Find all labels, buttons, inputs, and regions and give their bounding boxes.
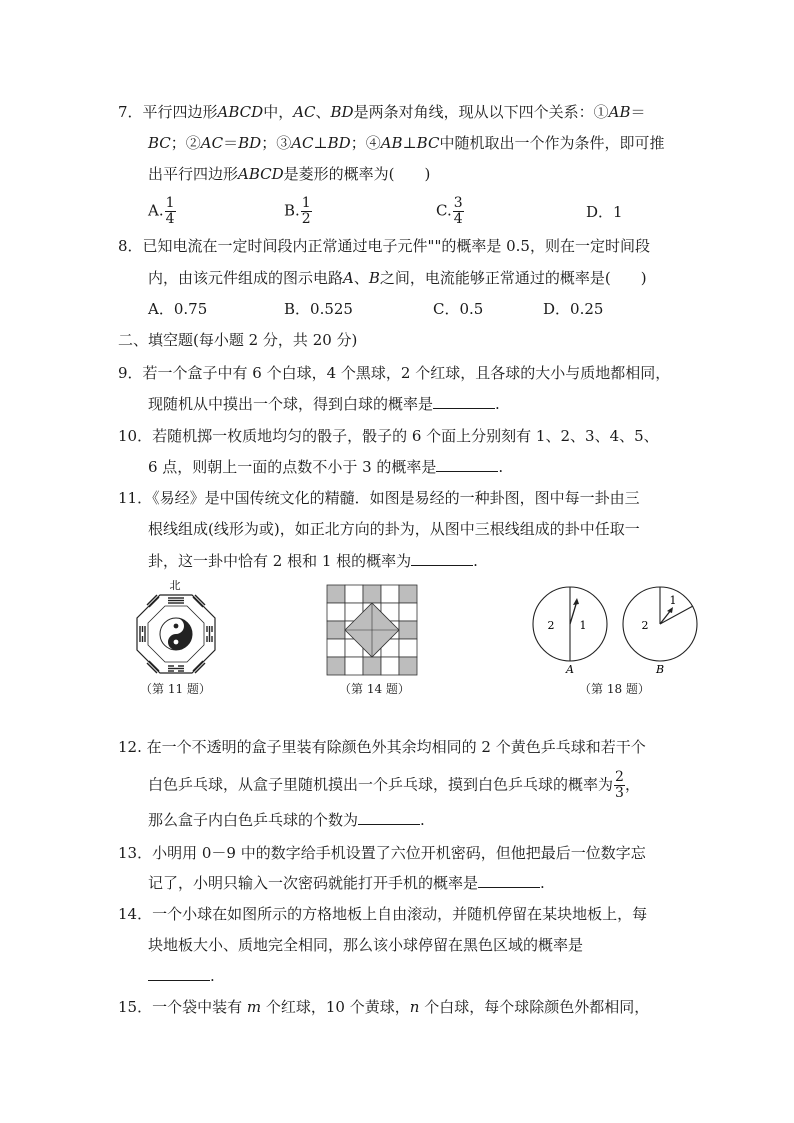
q10-line-2: 6 点，则朝上一面的点数不小于 3 的概率是 . [148,458,504,476]
q12-line-3: 那么盒子内白色乒乓球的个数为 . [148,811,425,829]
q8-option-d: D．0.25 [543,300,604,318]
answer-blank[interactable] [411,551,473,566]
spinner-a-left-label: 2 [547,619,555,632]
fraction: $\frac{2}{3}$ [615,769,624,801]
q7-option-b: B. $\frac{1}{2}$ [284,195,311,227]
answer-blank[interactable] [148,966,210,981]
spinner-b-arrowhead [667,607,673,613]
q8-option-b: B．0.525 [284,300,353,318]
q7-line-1: 7．平行四边形ABCD中，AC、BD是两条对角线，现从以下四个关系：①AB＝ [118,103,646,121]
section-heading-fill-in: 二、填空题(每小题 2 分，共 20 分) [118,331,358,349]
q11-line-3: 卦，这一卦中恰有 2 根和 1 根的概率为 . [148,552,478,570]
q8-option-c: C．0.5 [433,300,484,318]
bagua-figure [126,575,226,685]
q14-line-3: . [148,966,215,986]
caption-fig-11: （第 11 题） [140,682,211,696]
north-label: 北 [169,579,181,592]
q7-option-a: A. $\frac{1}{4}$ [148,195,175,227]
q13-line-1: 13．小明用 0－9 中的数字给手机设置了六位开机密码，但他把最后一位数字忘 [118,844,646,862]
q7-line-3: 出平行四边形ABCD是菱形的概率为( ) [148,165,431,183]
q11-line-2: 根线组成(线形为或)，如正北方向的卦为，从图中三根线组成的卦中任取一 [148,520,640,538]
answer-blank[interactable] [478,873,540,888]
spinners-figure [527,582,707,677]
q9-line-1: 9．若一个盒子中有 6 个白球，4 个黑球，2 个红球，且各球的大小与质地都相同， [118,364,671,382]
q15-line-1: 15．一个袋中装有 m 个红球，10 个黄球，n 个白球，每个球除颜色外都相同， [118,998,650,1016]
answer-blank[interactable] [358,810,420,825]
q14-line-2: 块地板大小、质地完全相同，那么该小球停留在黑色区域的概率是 [148,936,584,954]
q9-line-2: 现随机从中摸出一个球，得到白球的概率是 . [148,395,500,413]
spinner-a-right-label: 1 [579,619,587,632]
caption-fig-18: （第 18 题） [579,682,650,696]
q8-line-1: 8．已知电流在一定时间段内正常通过电子元件""的概率是 0.5，则在一定时间段 [118,237,650,255]
fraction: $\frac{1}{4}$ [165,195,175,227]
fraction: $\frac{3}{4}$ [453,195,463,227]
q8-option-a: A．0.75 [148,300,208,318]
spinner-b-right-label: 1 [669,594,677,607]
caption-fig-14: （第 14 题） [339,682,410,696]
taiji-dot-light [174,640,179,645]
q12-line-1: 12. 在一个不透明的盒子里装有除颜色外其余均相同的 2 个黄色乒乓球和若干个 [118,738,646,756]
spinner-a-arrowhead [573,598,579,605]
q7-line-2: BC；②AC＝BD；③AC⊥BD；④AB⊥BC中随机取出一个作为条件，即可推 [148,134,665,152]
tiled-floor-figure [326,584,418,676]
spinner-b-pointer [660,610,671,624]
q11-line-1: 11．《易经》是中国传统文化的精髓．如图是易经的一种卦图，图中每一卦由三 [118,489,640,507]
spinner-a-name: A [566,663,574,676]
q7-option-d: D．1 [586,203,623,221]
q8-line-2: 内，由该元件组成的图示电路A、B之间，电流能够正常通过的概率是( ) [148,269,647,287]
q10-line-1: 10．若随机掷一枚质地均匀的骰子，骰子的 6 个面上分别刻有 1、2、3、4、5、 [118,427,659,445]
taiji-dot-dark [174,624,179,629]
fraction: $\frac{1}{2}$ [301,195,311,227]
q13-line-2: 记了，小明只输入一次密码就能打开手机的概率是 . [148,874,545,892]
q7-option-c: C. $\frac{3}{4}$ [436,195,463,227]
q12-line-2: 白色乒乓球，从盒子里随机摸出一个乒乓球，摸到白色乒乓球的概率为 $\frac{2}{3}$ ， [148,769,640,801]
spinner-b-name: B [655,663,665,676]
spinner-b-left-label: 2 [641,619,649,632]
q14-line-1: 14．一个小球在如图所示的方格地板上自由滚动，并随机停留在某块地板上，每 [118,905,648,923]
answer-blank[interactable] [436,457,498,472]
answer-blank[interactable] [433,394,495,409]
